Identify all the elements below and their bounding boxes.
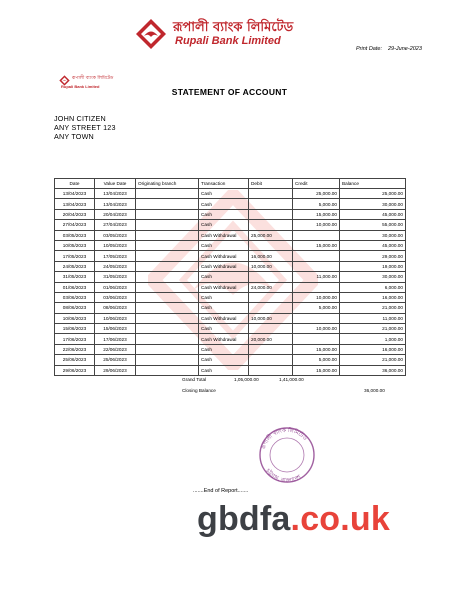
cell-value-date: 17/06/2023	[95, 334, 136, 344]
cell-date: 27/04/2023	[55, 220, 95, 230]
cell-transaction: Cash	[199, 292, 249, 302]
print-date-label: Print Date:	[356, 46, 382, 52]
stamp-text-bottom: চট্টগ্রাম, বাংলাদেশ	[264, 468, 303, 485]
table-row	[55, 324, 406, 334]
cell-debit	[249, 324, 293, 334]
cell-balance: 36,000.00	[340, 365, 406, 375]
cell-credit: 15,000.00	[293, 365, 340, 375]
cell-credit: 10,000.00	[293, 292, 340, 302]
table-row	[55, 303, 406, 313]
cell-branch	[136, 251, 199, 261]
cell-branch	[136, 199, 199, 209]
cell-date: 24/05/2023	[55, 261, 95, 271]
cell-balance: 45,000.00	[340, 209, 406, 219]
cell-value-date: 25/06/2023	[95, 355, 136, 365]
table-row	[55, 230, 406, 240]
cell-branch	[136, 220, 199, 230]
cell-transaction: Cash	[199, 344, 249, 354]
col-header-value-date: Value Date	[95, 179, 136, 189]
table-row	[55, 365, 406, 375]
cell-credit: 15,000.00	[293, 344, 340, 354]
closing-balance-label: Closing Balance	[182, 388, 216, 393]
cell-transaction: Cash	[199, 240, 249, 250]
bank-name-english: Rupali Bank Limited	[175, 35, 281, 47]
cell-balance: 11,000.00	[340, 313, 406, 323]
cell-transaction: Cash	[199, 209, 249, 219]
cell-balance: 29,000.00	[340, 251, 406, 261]
table-row	[55, 313, 406, 323]
print-date-value: 29-June-2023	[387, 46, 422, 52]
cell-value-date: 20/04/2023	[95, 209, 136, 219]
cell-transaction: Cash	[199, 324, 249, 334]
table-row	[55, 355, 406, 365]
cell-value-date: 15/06/2023	[95, 324, 136, 334]
cell-branch	[136, 313, 199, 323]
cell-credit: 25,000.00	[293, 189, 340, 199]
print-date	[356, 46, 422, 52]
cell-transaction: Cash Withdrawal	[199, 334, 249, 344]
cell-date: 31/05/2023	[55, 272, 95, 282]
cell-balance: 1,000.00	[340, 334, 406, 344]
cell-balance: 21,000.00	[340, 355, 406, 365]
cell-credit: 5,000.00	[293, 303, 340, 313]
cell-transaction: Cash	[199, 365, 249, 375]
table-body	[55, 189, 406, 376]
cell-debit	[249, 303, 293, 313]
cell-date: 13/04/2023	[55, 189, 95, 199]
table-row	[55, 220, 406, 230]
table-row	[55, 189, 406, 199]
cell-credit	[293, 282, 340, 292]
customer-town: ANY TOWN	[54, 132, 94, 141]
cell-branch	[136, 303, 199, 313]
rupali-logo-icon	[135, 18, 167, 50]
cell-branch	[136, 365, 199, 375]
cell-date: 17/06/2023	[55, 334, 95, 344]
brand-part-1: gbdfa	[197, 500, 291, 538]
cell-branch	[136, 334, 199, 344]
cell-date: 15/06/2023	[55, 324, 95, 334]
cell-transaction: Cash	[199, 189, 249, 199]
cell-balance: 16,000.00	[340, 344, 406, 354]
cell-debit: 10,000.00	[249, 261, 293, 271]
cell-transaction: Cash	[199, 199, 249, 209]
cell-branch	[136, 240, 199, 250]
cell-date: 10/05/2023	[55, 240, 95, 250]
bank-stamp	[252, 425, 322, 485]
cell-branch	[136, 209, 199, 219]
table-row	[55, 334, 406, 344]
cell-credit: 15,000.00	[293, 240, 340, 250]
cell-credit	[293, 334, 340, 344]
cell-value-date: 24/05/2023	[95, 261, 136, 271]
cell-value-date: 10/06/2023	[95, 313, 136, 323]
cell-value-date: 10/05/2023	[95, 240, 136, 250]
cell-branch	[136, 189, 199, 199]
cell-credit: 15,000.00	[293, 209, 340, 219]
cell-value-date: 01/06/2023	[95, 282, 136, 292]
cell-credit: 5,000.00	[293, 355, 340, 365]
totals-section	[54, 376, 405, 398]
closing-balance-value: 36,000.00	[364, 388, 385, 393]
cell-date: 13/04/2023	[55, 199, 95, 209]
cell-debit: 20,000.00	[249, 334, 293, 344]
cell-date: 08/06/2023	[55, 303, 95, 313]
cell-balance: 30,000.00	[340, 230, 406, 240]
table-row	[55, 199, 406, 209]
statement-title: STATEMENT OF ACCOUNT	[171, 87, 288, 97]
cell-credit: 10,000.00	[293, 220, 340, 230]
cell-credit	[293, 313, 340, 323]
brand-part-2: .co.uk	[290, 500, 390, 538]
cell-transaction: Cash	[199, 220, 249, 230]
cell-value-date: 08/06/2023	[95, 303, 136, 313]
cell-date: 22/06/2023	[55, 344, 95, 354]
small-bank-name-english: Rupali Bank Limited	[61, 84, 100, 89]
cell-debit	[249, 272, 293, 282]
cell-value-date: 13/04/2023	[95, 199, 136, 209]
table-row	[55, 292, 406, 302]
svg-text:রূপালী ব্যাংক লিমিটেড	[261, 427, 309, 451]
cell-date: 03/05/2023	[55, 230, 95, 240]
cell-branch	[136, 344, 199, 354]
grand-total-credit: 1,41,000.00	[279, 377, 304, 382]
cell-branch	[136, 230, 199, 240]
cell-debit	[249, 240, 293, 250]
cell-value-date: 31/05/2023	[95, 272, 136, 282]
cell-date: 20/04/2023	[55, 209, 95, 219]
customer-street: ANY STREET 123	[54, 123, 116, 132]
cell-credit	[293, 230, 340, 240]
stamp-text-top: রূপালী ব্যাংক লিমিটেড	[260, 427, 308, 450]
col-header-date: Date	[55, 179, 95, 189]
cell-debit	[249, 344, 293, 354]
cell-balance: 30,000.00	[340, 199, 406, 209]
cell-debit	[249, 220, 293, 230]
cell-balance: 30,000.00	[340, 272, 406, 282]
cell-debit	[249, 189, 293, 199]
cell-credit	[293, 251, 340, 261]
cell-debit: 25,000.00	[249, 230, 293, 240]
cell-transaction: Cash Withdrawal	[199, 251, 249, 261]
cell-debit: 16,000.00	[249, 251, 293, 261]
grand-total-label: Grand Total	[182, 377, 207, 382]
cell-value-date: 22/06/2023	[95, 344, 136, 354]
cell-debit	[249, 365, 293, 375]
cell-debit: 24,000.00	[249, 282, 293, 292]
watermark-brand	[197, 500, 390, 539]
cell-transaction: Cash	[199, 272, 249, 282]
cell-balance: 25,000.00	[340, 189, 406, 199]
cell-value-date: 03/05/2023	[95, 230, 136, 240]
cell-balance: 55,000.00	[340, 220, 406, 230]
table-row	[55, 272, 406, 282]
bank-name-bengali: রূপালী ব্যাংক লিমিটেড	[173, 20, 294, 35]
stamp-seal-icon	[252, 425, 322, 485]
cell-transaction: Cash Withdrawal	[199, 230, 249, 240]
end-of-report: .......End of Report.......	[193, 488, 249, 494]
table-row	[55, 344, 406, 354]
cell-credit	[293, 261, 340, 271]
cell-debit: 10,000.00	[249, 313, 293, 323]
cell-debit	[249, 209, 293, 219]
cell-date: 25/06/2023	[55, 355, 95, 365]
cell-balance: 16,000.00	[340, 292, 406, 302]
cell-credit: 10,000.00	[293, 324, 340, 334]
grand-total-debit: 1,05,000.00	[234, 377, 259, 382]
col-header-debit: Debit	[249, 179, 293, 189]
cell-value-date: 29/06/2023	[95, 365, 136, 375]
table-row	[55, 251, 406, 261]
cell-branch	[136, 261, 199, 271]
cell-transaction: Cash Withdrawal	[199, 261, 249, 271]
cell-debit	[249, 199, 293, 209]
cell-balance: 45,000.00	[340, 240, 406, 250]
cell-debit	[249, 292, 293, 302]
cell-branch	[136, 355, 199, 365]
cell-date: 17/05/2023	[55, 251, 95, 261]
table-row	[55, 240, 406, 250]
cell-credit: 11,000.00	[293, 272, 340, 282]
svg-text:চট্টগ্রাম, বাংলাদেশ	[264, 467, 303, 484]
cell-balance: 21,000.00	[340, 303, 406, 313]
cell-transaction: Cash	[199, 303, 249, 313]
cell-branch	[136, 282, 199, 292]
cell-date: 01/06/2023	[55, 282, 95, 292]
cell-credit: 5,000.00	[293, 199, 340, 209]
cell-value-date: 03/06/2023	[95, 292, 136, 302]
cell-balance: 21,000.00	[340, 324, 406, 334]
cell-date: 29/06/2023	[55, 365, 95, 375]
col-header-credit: Credit	[293, 179, 340, 189]
cell-balance: 19,000.00	[340, 261, 406, 271]
cell-transaction: Cash	[199, 355, 249, 365]
cell-date: 03/06/2023	[55, 292, 95, 302]
cell-value-date: 27/04/2023	[95, 220, 136, 230]
col-header-transaction: Transaction	[199, 179, 249, 189]
table-row	[55, 209, 406, 219]
table-row	[55, 261, 406, 271]
cell-branch	[136, 272, 199, 282]
cell-debit	[249, 355, 293, 365]
col-header-branch: Originating branch	[136, 179, 199, 189]
table-row	[55, 282, 406, 292]
cell-date: 10/06/2023	[55, 313, 95, 323]
cell-branch	[136, 292, 199, 302]
cell-value-date: 17/05/2023	[95, 251, 136, 261]
col-header-balance: Balance	[340, 179, 406, 189]
small-bank-name-bengali: রূপালী ব্যাংক লিমিটেড	[72, 76, 114, 81]
cell-value-date: 13/04/2023	[95, 189, 136, 199]
cell-branch	[136, 324, 199, 334]
transactions-table-wrap	[54, 178, 405, 376]
cell-balance: 6,000.00	[340, 282, 406, 292]
cell-transaction: Cash Withdrawal	[199, 282, 249, 292]
customer-name: JOHN CITIZEN	[54, 114, 106, 123]
bank-logo	[135, 18, 310, 50]
customer-address	[54, 114, 116, 141]
cell-transaction: Cash Withdrawal	[199, 313, 249, 323]
table-header-row	[55, 179, 406, 189]
transactions-table	[54, 178, 406, 376]
